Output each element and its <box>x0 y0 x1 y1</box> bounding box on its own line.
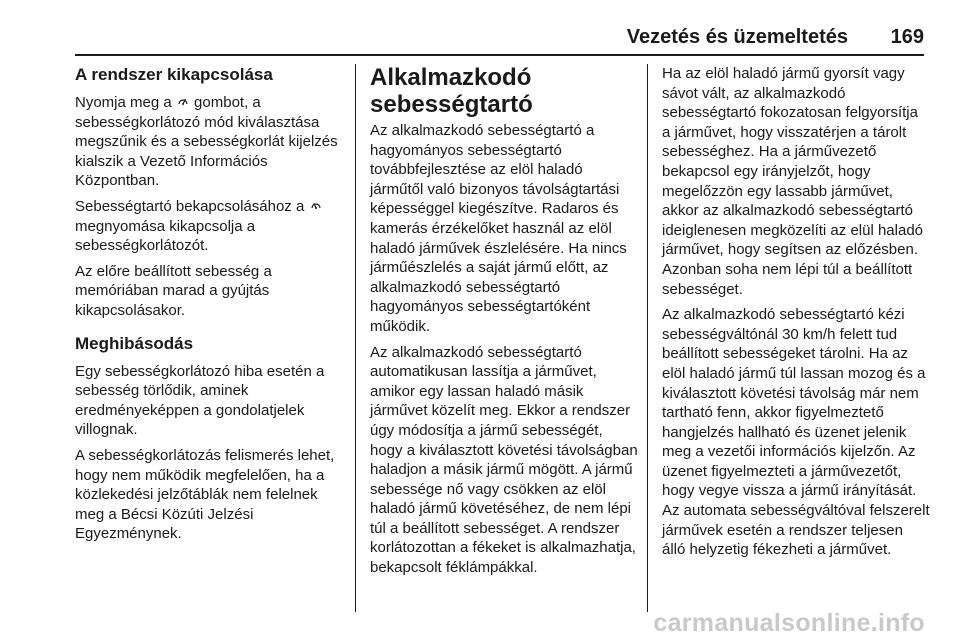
paragraph-speed-storage: Az alkalmazkodó sebességtartó kézi sebességváltónál 30 km/h felett tud beállított sebességeket tárolni. Ha az elöl haladó jármű túl lassan mozog és a kiválasztott követési távolság már nem tartható fenn, akkor figyelmeztető hangjelzés hallható és üzenet jelenik meg a vezetői információs kijelzőn. Az üzenet figyelmezteti a járművezetőt, hogy vegye vissza a jármű irányítását. Az automata sebességváltóval felszerelt járművek esetén a rendszer teljesen álló helyzetig fékezheti a járművet. <box>662 306 930 559</box>
paragraph-switch-off-button <box>75 93 343 191</box>
section-heading-switch-off: A rendszer kikapcsolása <box>75 65 273 84</box>
cruise-control-icon <box>309 197 323 217</box>
text-segment: gombot, a sebességkorlátozó mód kiválasztása megszűnik és a sebességkorlát kijelzés kialszik a Vezető Információs Központban. <box>75 94 338 190</box>
text-segment: megnyomása kikapcsolja a sebességkorlátozót. <box>75 217 256 255</box>
paragraph-adaptive-slowing: Az alkalmazkodó sebességtartó automatikusan lassítja a járművet, amikor egy lassan haladó másik járművet közelít meg. Ekkor a rendszer úgy módosítja a jármű sebességét, hogy a kiválasztott követési távolságban haladjon a másik jármű mögött. A jármű sebessége nő vagy csökken az elöl haladó jármű követéséhez, de nem lépi túl a beállított sebességet. A rendszer korlátozottan a fékeket is alkalmazhatja, bekapcsolt féklámpákkal. <box>370 343 638 577</box>
page-header <box>75 24 924 56</box>
speed-limiter-icon <box>176 93 190 113</box>
paragraph-fault: Egy sebességkorlátozó hiba esetén a sebesség törlődik, aminek eredményeképpen a gondolatjelek villognak. <box>75 362 325 439</box>
header-title: Vezetés és üzemeltetés <box>626 26 848 48</box>
page-number: 169 <box>890 26 924 48</box>
column-middle <box>370 64 638 584</box>
column-left <box>75 64 343 550</box>
section-heading-fault: Meghibásodás <box>75 333 194 353</box>
paragraph-cruise-switch <box>75 197 343 256</box>
paragraph-acceleration: Ha az elöl haladó jármű gyorsít vagy sávot vált, az alkalmazkodó sebességtartó fokozatosan felgyorsítja a járművet, hogy visszatérjen a tárolt sebességhez. Ha a járművezető bekapcsol egy irányjelzőt, hogy megelőzzön egy lassabb járművet, akkor az alkalmazkodó sebességtartó ideiglenesen megközelíti az elül haladó járművet, hogy segítsen az előzésben. Azonban soha nem lépi túl a beállított sebességet. <box>662 65 924 298</box>
watermark: carmanualsonline.info <box>653 609 925 637</box>
paragraph-memory: Az előre beállított sebesség a memóriában marad a gyújtás kikapcsolásakor. <box>75 262 272 319</box>
column-divider-2 <box>647 64 648 612</box>
text-segment: Sebességtartó bekapcsolásához a <box>75 197 309 215</box>
paragraph-sign-recognition: A sebességkorlátozás felismerés lehet, hogy nem működik megfelelően, ha a közlekedési jelzőtáblák nem felelnek meg a Bécsi Közúti Jelzési Egyezménynek. <box>75 446 335 543</box>
section-title-adaptive-cruise: Alkalmazkodó sebességtartó <box>370 64 533 118</box>
column-right <box>662 64 930 566</box>
paragraph-adaptive-intro: Az alkalmazkodó sebességtartó a hagyományos sebességtartó továbbfejlesztése az elöl haladó járműtől való bizonyos távolságtartási képességgel kiegészítve. Radaros és kamerás érzékelőket használ az elöl haladó járművek észlelésére. Ha nincs járműészlelés a saját jármű előtt, az alkalmazkodó sebességtartó hagyományos sebességtartóként működik. <box>370 122 627 335</box>
text-segment: Nyomja meg a <box>75 94 176 111</box>
column-divider-1 <box>355 64 356 612</box>
